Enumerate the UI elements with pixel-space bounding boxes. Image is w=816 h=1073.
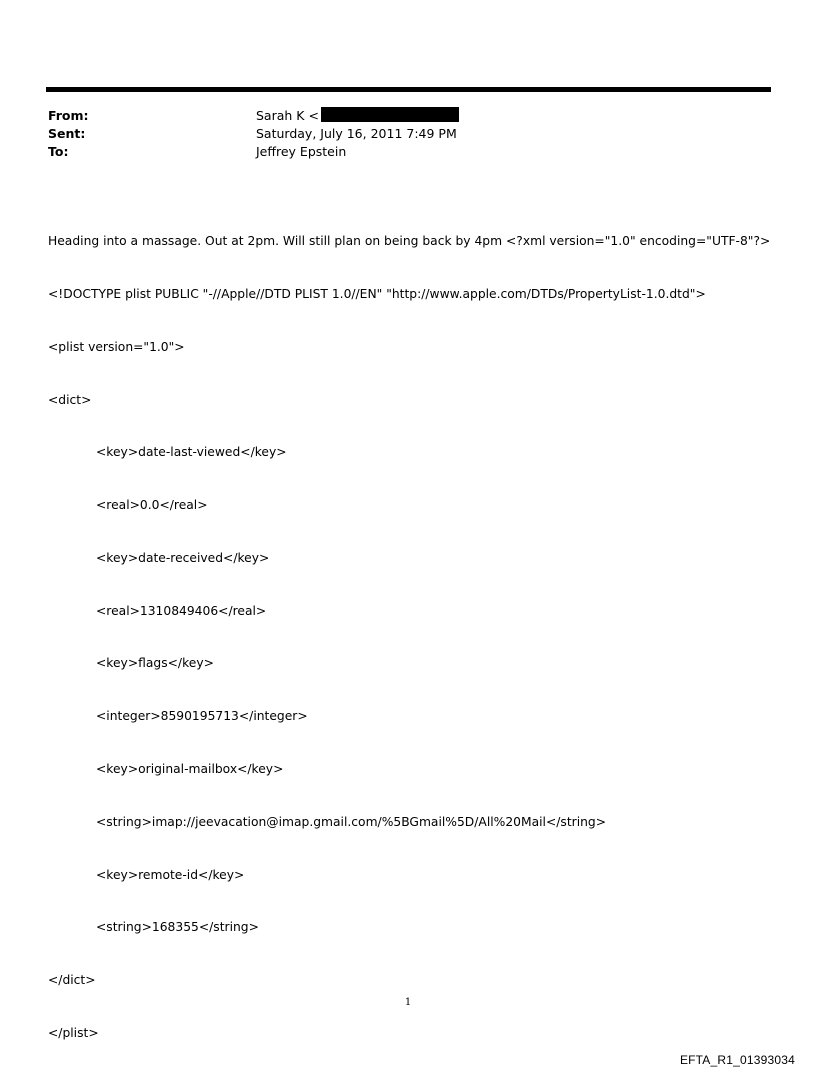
body-line: <key>remote-id</key> bbox=[96, 867, 245, 882]
sent-label: Sent: bbox=[48, 126, 86, 141]
header-divider bbox=[46, 87, 771, 92]
page-number: 1 bbox=[404, 997, 412, 1008]
bates-number: EFTA_R1_01393034 bbox=[679, 1053, 795, 1067]
body-line: <key>original-mailbox</key> bbox=[96, 762, 284, 776]
sender-name: Sarah K < bbox=[256, 108, 319, 123]
body-line: <string>168355</string> bbox=[96, 920, 259, 935]
redaction-box bbox=[321, 107, 459, 122]
body-line: <integer>8590195713</integer> bbox=[96, 709, 308, 724]
body-line: <key>flags</key> bbox=[96, 656, 214, 671]
body-line: </plist> bbox=[48, 1025, 99, 1040]
to-label: To: bbox=[48, 144, 69, 159]
body-line: <string>imap://jeevacation@imap.gmail.com/%5BGmail%5D/All%20Mail</string> bbox=[96, 814, 607, 829]
body-line: </dict> bbox=[48, 973, 96, 988]
email-body bbox=[48, 198, 778, 1060]
sent-value: Saturday, July 16, 2011 7:49 PM bbox=[256, 126, 457, 141]
body-line: <!DOCTYPE plist PUBLIC "-//Apple//DTD PLIST 1.0//EN" "http://www.apple.com/DTDs/PropertyList-1.0.dtd"> bbox=[48, 286, 706, 301]
body-line: <dict> bbox=[48, 392, 92, 407]
body-line: <real>1310849406</real> bbox=[96, 603, 267, 618]
body-line: Heading into a massage. Out at 2pm. Will still plan on being back by 4pm <?xml version="1.0" encoding="UTF-8"?> bbox=[48, 234, 771, 249]
to-value: Jeffrey Epstein bbox=[256, 144, 347, 159]
from-label: From: bbox=[48, 108, 89, 123]
from-value bbox=[256, 107, 459, 125]
body-line: <key>date-last-viewed</key> bbox=[96, 445, 287, 460]
body-line: <key>date-received</key> bbox=[96, 550, 270, 565]
body-line: <real>0.0</real> bbox=[96, 498, 208, 513]
body-line: <plist version="1.0"> bbox=[48, 339, 185, 354]
